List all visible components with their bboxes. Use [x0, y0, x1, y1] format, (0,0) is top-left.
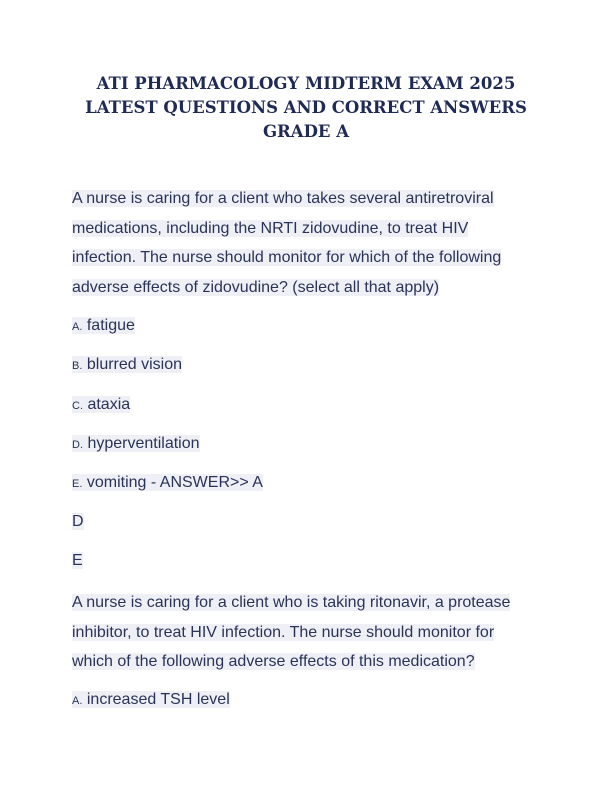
question-1-option-a — [72, 316, 135, 337]
option-letter: A. — [72, 321, 83, 333]
question-1-line: medications, including the NRTI zidovudine, to treat HIV — [72, 219, 469, 237]
option-text: blurred vision — [86, 356, 183, 373]
question-2-option-a — [72, 690, 230, 711]
question-1-option-e — [72, 473, 263, 494]
option-letter: A. — [72, 695, 83, 707]
title-line-1: ATI PHARMACOLOGY MIDTERM EXAM 2025 — [96, 74, 516, 93]
question-2-line: A nurse is caring for a client who is taking ritonavir, a protease — [72, 594, 511, 611]
question-1-answer-extra-d — [72, 512, 84, 532]
question-1-answer-extra-e — [72, 551, 83, 571]
option-text: increased TSH level — [86, 691, 230, 708]
question-1-option-c — [72, 395, 130, 416]
option-letter: D. — [72, 439, 83, 451]
title-line-2: LATEST QUESTIONS AND CORRECT ANSWERS — [85, 98, 527, 117]
question-1-stem — [72, 184, 552, 302]
question-1-option-b — [72, 355, 182, 376]
answer-text: E — [72, 552, 83, 569]
title-line-3: GRADE A — [262, 122, 350, 141]
question-1-line: adverse effects of zidovudine? (select all that apply) — [72, 278, 440, 296]
question-2-line: which of the following adverse effects of this medication? — [72, 653, 475, 670]
question-1-line: A nurse is caring for a client who takes several antiretroviral — [72, 190, 494, 207]
option-text: fatigue — [86, 317, 135, 334]
answer-text: D — [72, 513, 84, 530]
question-1-line: infection. The nurse should monitor for which of the following — [72, 249, 502, 266]
option-text: ataxia — [87, 396, 131, 413]
question-2-stem — [72, 588, 552, 677]
option-letter: C. — [72, 400, 83, 412]
option-letter: E. — [72, 478, 83, 490]
option-text: hyperventilation — [87, 435, 200, 452]
option-letter: B. — [72, 360, 83, 372]
question-1-option-d — [72, 434, 200, 455]
option-text: vomiting - ANSWER>> A — [86, 474, 263, 491]
document-title — [40, 72, 572, 144]
question-2-line: inhibitor, to treat HIV infection. The nurse should monitor for — [72, 623, 495, 641]
